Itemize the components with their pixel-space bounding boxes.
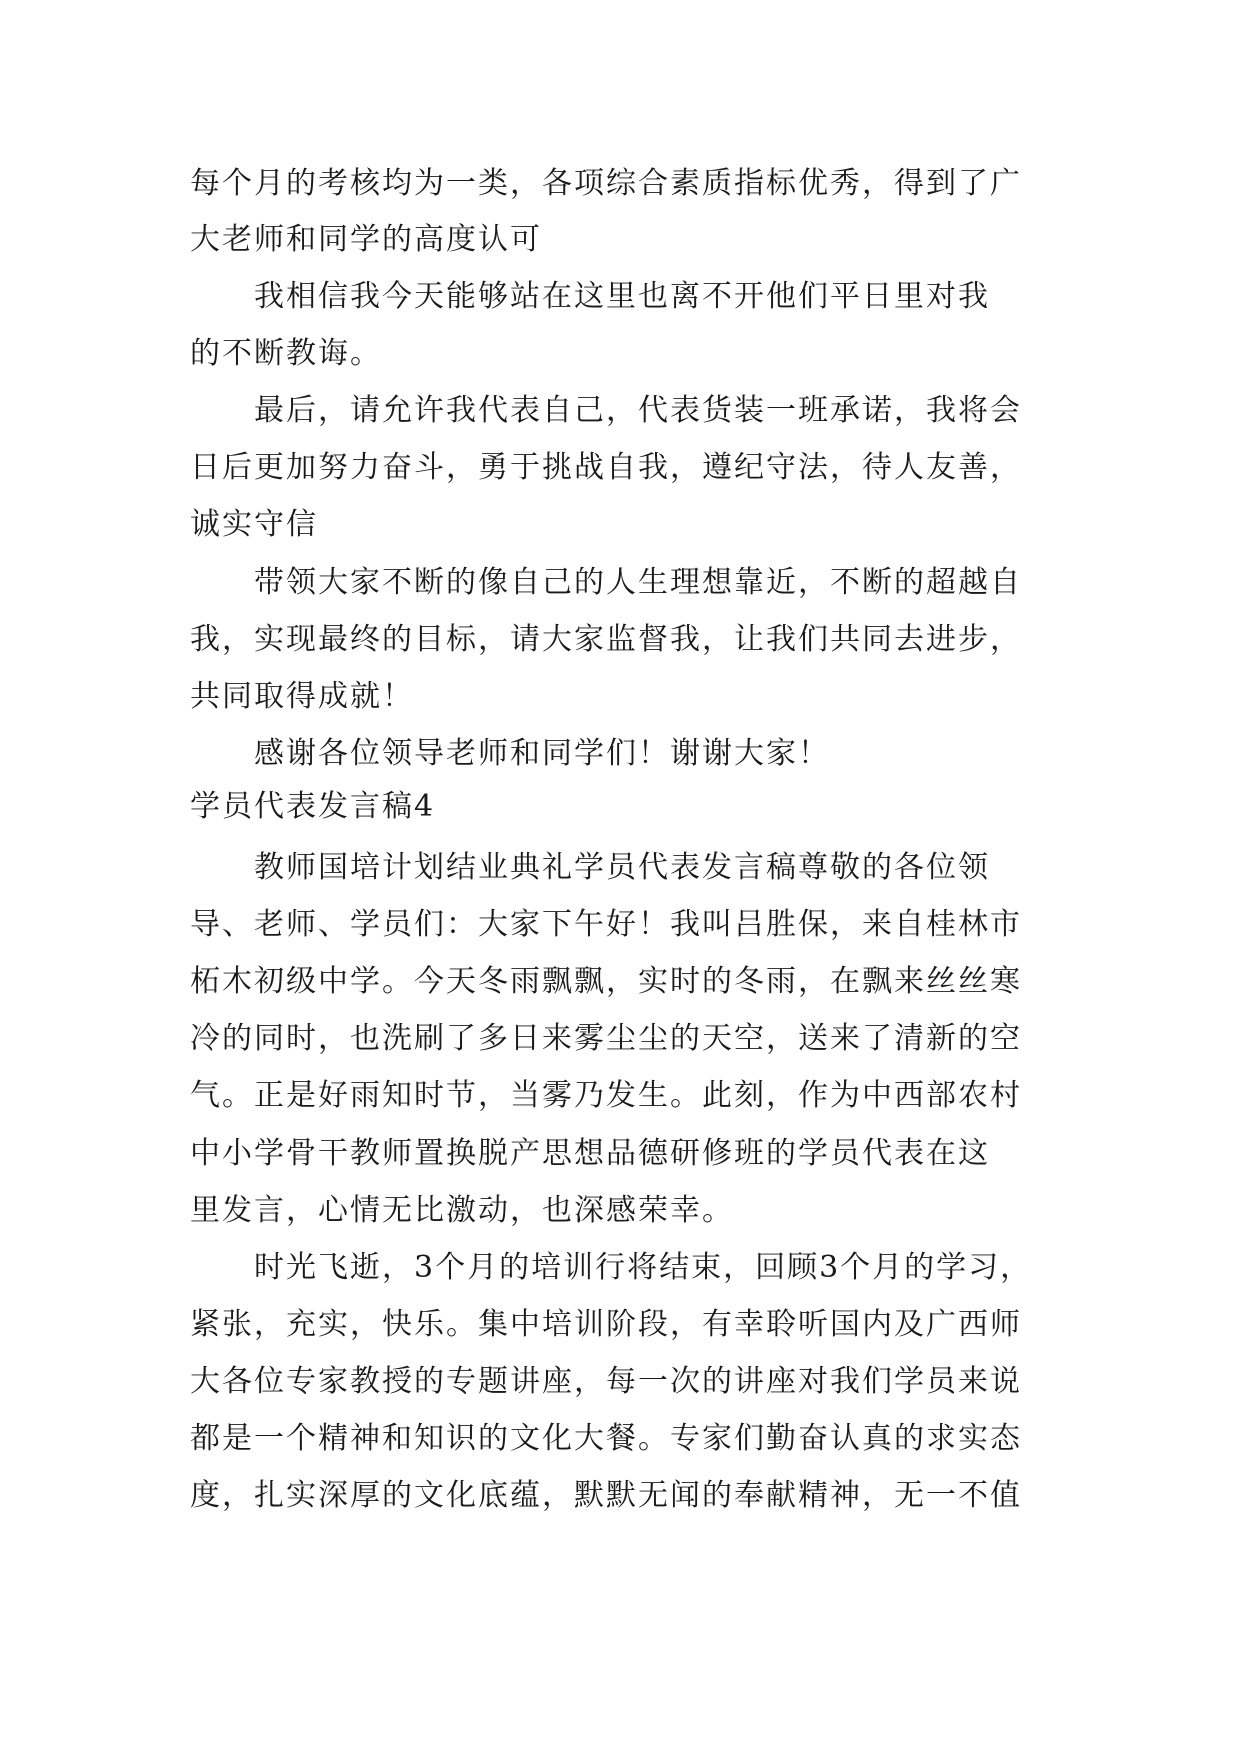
text-line: 大各位专家教授的专题讲座，每一次的讲座对我们学员来说 xyxy=(190,1364,1022,1399)
paragraph-first-line: 感谢各位领导老师和同学们！谢谢大家！ xyxy=(254,736,830,771)
text-line: 里发言，心情无比激动，也深感荣幸。 xyxy=(190,1193,734,1228)
paragraph-first-line: 最后，请允许我代表自己，代表货装一班承诺，我将会 xyxy=(254,393,1022,428)
text-line: 大老师和同学的高度认可 xyxy=(190,222,542,257)
paragraph-first-line: 我相信我今天能够站在这里也离不开他们平日里对我 xyxy=(254,279,990,314)
text-line: 柘木初级中学。今天冬雨飘飘，实时的冬雨，在飘来丝丝寒 xyxy=(190,964,1022,999)
text-line: 冷的同时，也洗刷了多日来雾尘尘的天空，送来了清新的空 xyxy=(190,1021,1022,1056)
text-line: 导、老师、学员们：大家下午好！我叫吕胜保，来自桂林市 xyxy=(190,907,1022,942)
text-line: 共同取得成就！ xyxy=(190,679,414,714)
text-line: 诚实守信 xyxy=(190,507,318,542)
text-line: 度，扎实深厚的文化底蕴，默默无闻的奉献精神，无一不值 xyxy=(190,1478,1022,1513)
text-line: 每个月的考核均为一类，各项综合素质指标优秀，得到了广 xyxy=(190,166,1022,201)
paragraph-first-line: 时光飞逝，3个月的培训行将结束，回顾3个月的学习， xyxy=(254,1250,1033,1285)
text-line: 中小学骨干教师置换脱产思想品德研修班的学员代表在这 xyxy=(190,1136,990,1171)
text-line: 的不断教诲。 xyxy=(190,336,382,371)
paragraph-first-line: 教师国培计划结业典礼学员代表发言稿尊敬的各位领 xyxy=(254,850,990,885)
text-line: 都是一个精神和知识的文化大餐。专家们勤奋认真的求实态 xyxy=(190,1421,1022,1456)
text-line: 我，实现最终的目标，请大家监督我，让我们共同去进步， xyxy=(190,622,1022,657)
text-line: 气。正是好雨知时节，当雾乃发生。此刻，作为中西部农村 xyxy=(190,1078,1022,1113)
text-line: 日后更加努力奋斗，勇于挑战自我，遵纪守法，待人友善， xyxy=(190,450,1022,485)
section-heading: 学员代表发言稿4 xyxy=(190,789,436,824)
paragraph-first-line: 带领大家不断的像自己的人生理想靠近，不断的超越自 xyxy=(254,565,1022,600)
text-line: 紧张，充实，快乐。集中培训阶段，有幸聆听国内及广西师 xyxy=(190,1307,1022,1342)
